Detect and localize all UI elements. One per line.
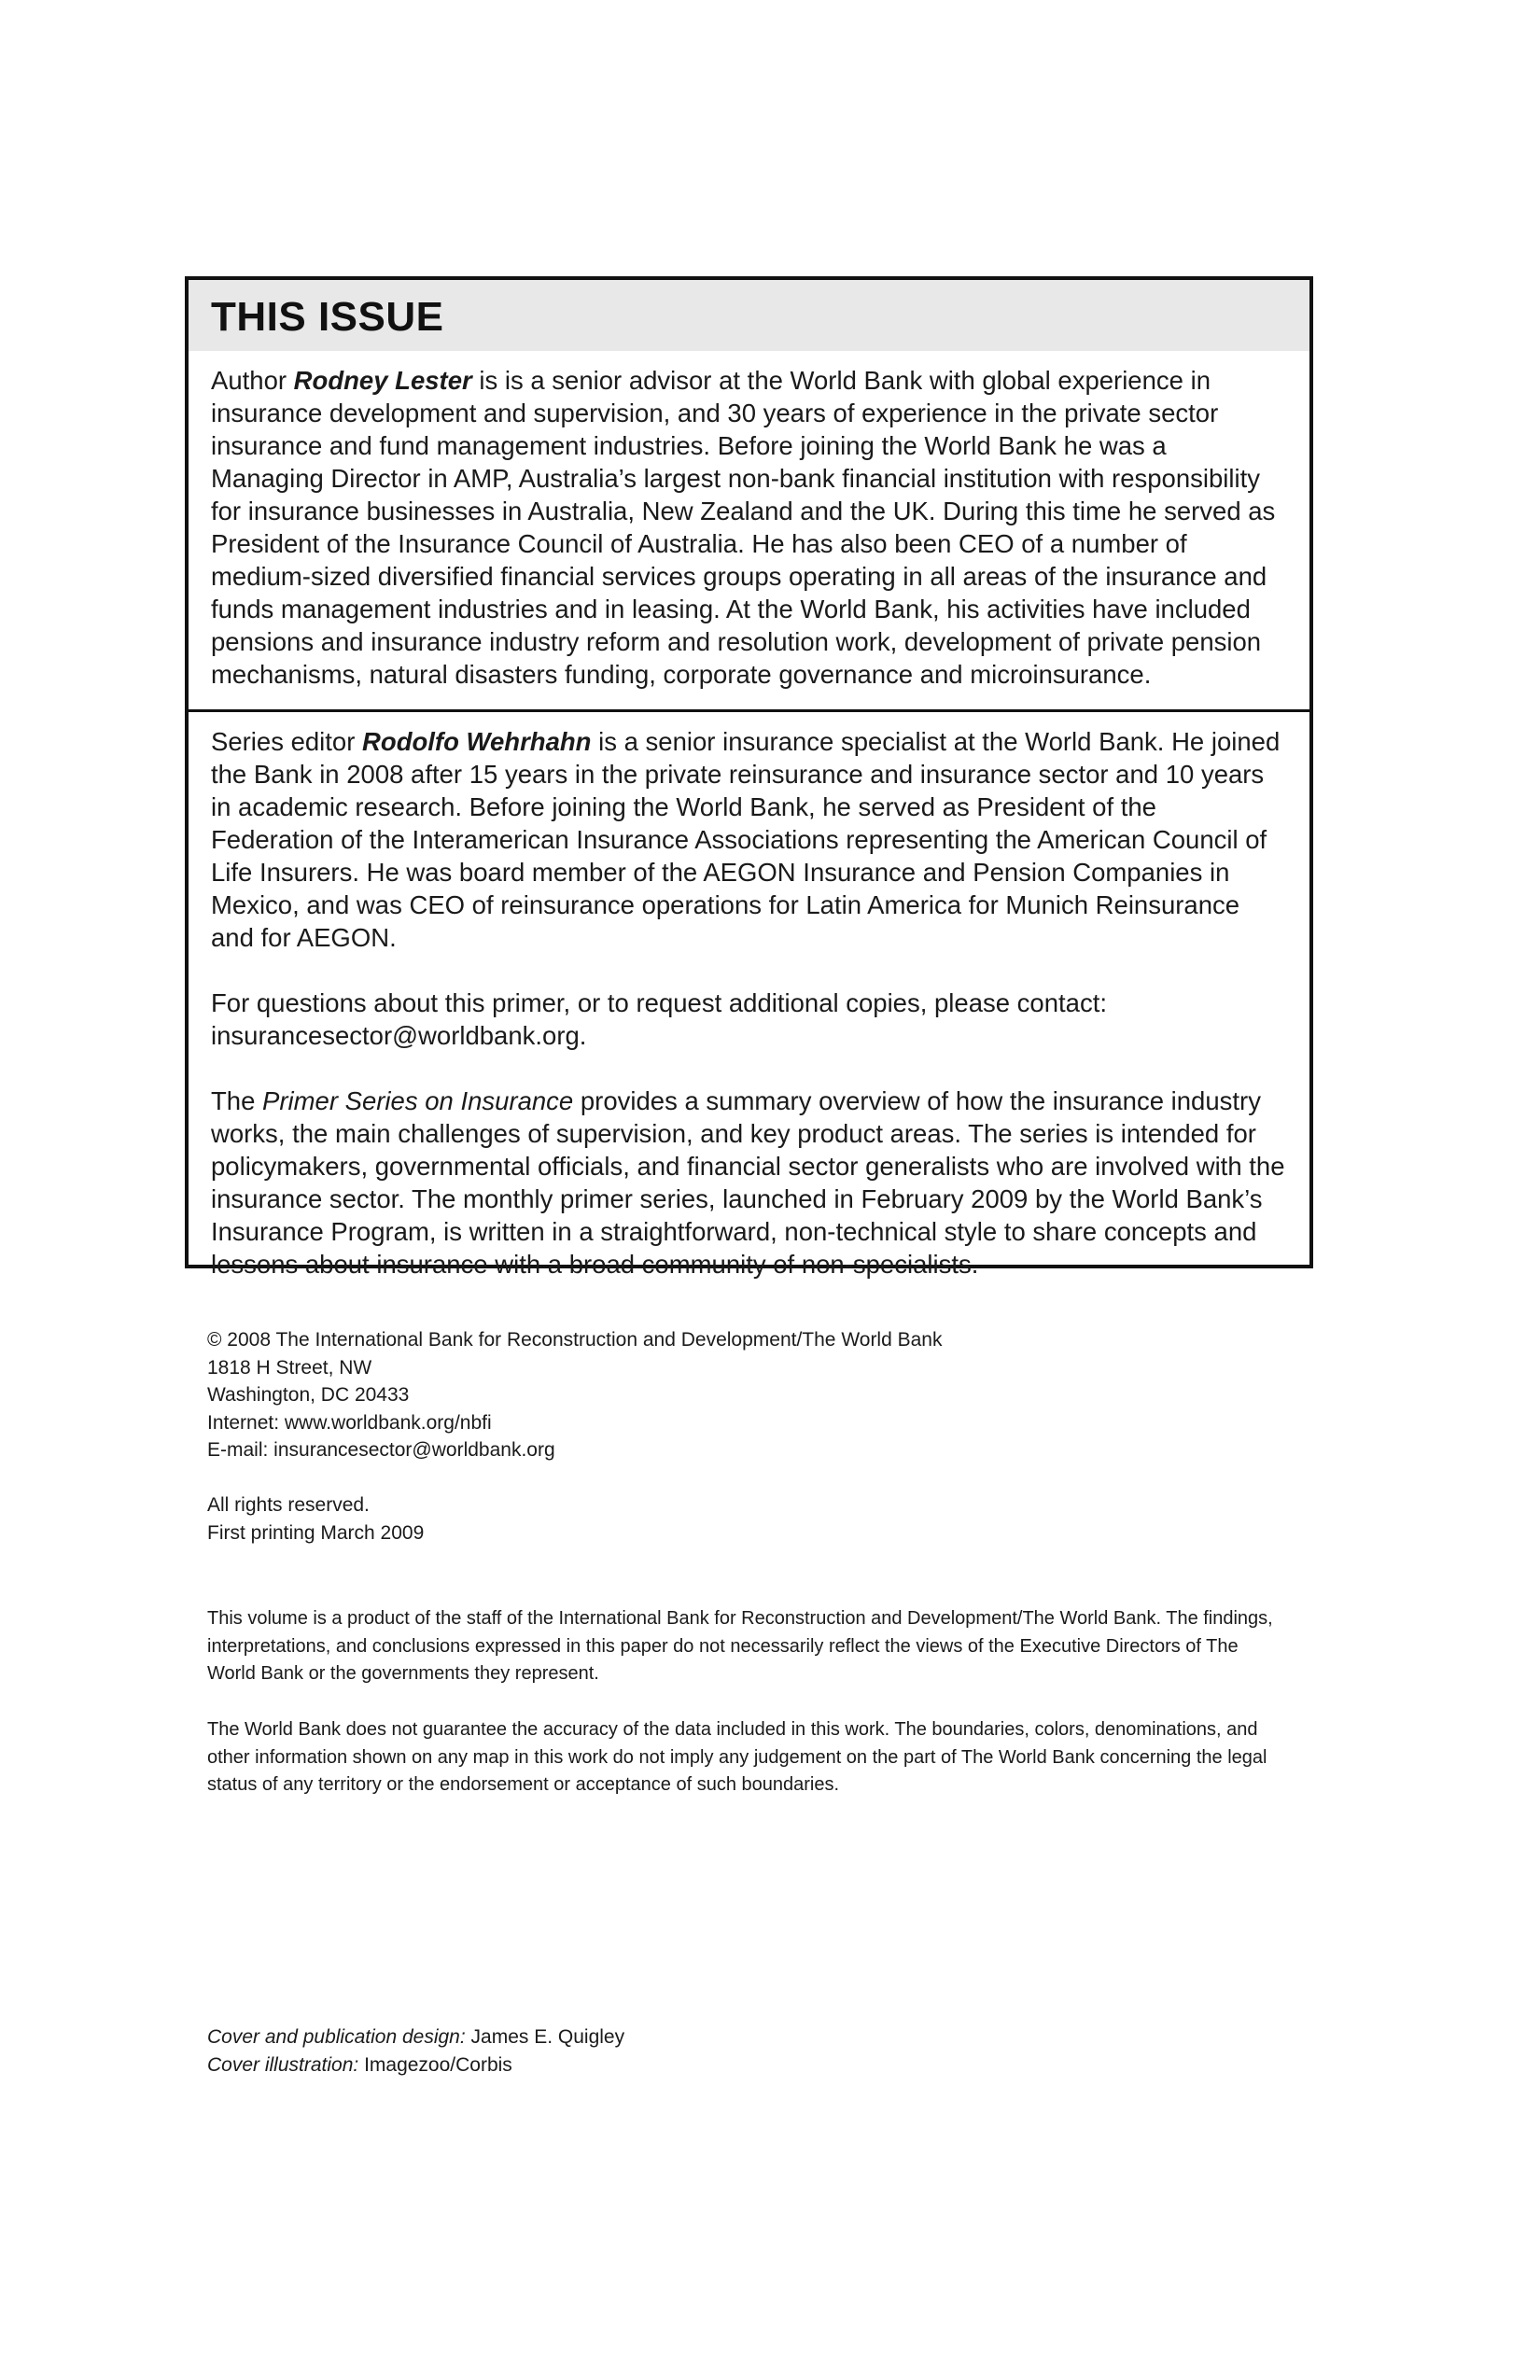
editor-prefix: Series editor xyxy=(211,727,363,756)
contact-text: For questions about this primer, or to request additional copies, please contact: xyxy=(211,988,1107,1017)
disclaimer-staff-text: This volume is a product of the staff of the International Bank for Reconstruction and Development/The World Bank. The findings, interpretations, and conclusions expressed in this paper do not necessarily reflect the views of the Executive Directors of The World Bank or the governments they represent. xyxy=(207,1608,1273,1684)
design-credit-label: Cover and publication design: xyxy=(207,2026,466,2048)
city-line: Washington, DC 20433 xyxy=(207,1384,410,1406)
illustration-credit-label: Cover illustration: xyxy=(207,2053,359,2076)
illustration-credit xyxy=(207,2051,1290,2079)
series-name: Primer Series on Insurance xyxy=(262,1086,574,1115)
issue-title: THIS ISSUE xyxy=(211,294,444,340)
design-credit xyxy=(207,2023,1290,2051)
imprint-rights xyxy=(207,1491,1290,1547)
disclaimer-staff xyxy=(207,1605,1290,1688)
design-credit-value: James E. Quigley xyxy=(465,2026,625,2048)
email-line[interactable]: E-mail: insurancesector@worldbank.org xyxy=(207,1439,555,1461)
series-description xyxy=(211,1085,1285,1281)
author-name: Rodney Lester xyxy=(293,366,472,395)
disclaimer-accuracy xyxy=(207,1716,1290,1799)
illustration-credit-value: Imagezoo/Corbis xyxy=(358,2053,512,2076)
editor-bio xyxy=(211,725,1285,954)
editor-section xyxy=(189,712,1309,1281)
internet-line[interactable]: Internet: www.worldbank.org/nbfi xyxy=(207,1411,492,1434)
editor-bio-text: is a senior insurance specialist at the World Bank. He joined the Bank in 2008 after 15 years in the private reinsurance and insurance sector and 10 years in academic research. Before joining the World Bank, he served as President of the Federation of the Interamerican Insurance Associations representing the American Council of Life Insurers. He was board member of the AEGON Insurance and Pension Companies in Mexico, and was CEO of reinsurance operations for Latin America for Munich Reinsurance and for AEGON. xyxy=(211,727,1281,952)
imprint-address xyxy=(207,1326,1290,1464)
series-description-text: provides a summary overview of how the insurance industry works, the main challenges of supervision, and key product areas. The series is intended for policymakers, governmental officials, and financial sector generalists who are involved with the insurance sector. The monthly primer series, launched in February 2009 by the World Bank’s Insurance Program, is written in a straightforward, non-technical style to share concepts and lessons about insurance with a broad community of non-specialists. xyxy=(211,1086,1285,1279)
credits xyxy=(207,2023,1290,2079)
author-prefix: Author xyxy=(211,366,294,395)
issue-header xyxy=(189,280,1309,351)
rights-line: All rights reserved. xyxy=(207,1494,370,1516)
street-line: 1818 H Street, NW xyxy=(207,1356,372,1379)
copyright-line: © 2008 The International Bank for Reconstruction and Development/The World Bank xyxy=(207,1329,943,1351)
contact-email[interactable]: insurancesector@worldbank.org. xyxy=(211,1021,587,1050)
editor-name: Rodolfo Wehrhahn xyxy=(362,727,592,756)
author-bio-text: is is a senior advisor at the World Bank with global experience in insurance development and supervision, and 30 years of experience in the private sector insurance and fund management industries. Before joining the World Bank he was a Managing Director in AMP, Australia’s largest non-bank financial institution with responsibility for insurance businesses in Australia, New Zealand and the UK. During this time he served as President of the Insurance Council of Australia. He has also been CEO of a number of medium-sized diversified financial services groups operating in all areas of the insurance and funds management industries and in leasing. At the World Bank, his activities have included pensions and insurance industry reform and resolution work, development of private pension mechanisms, natural disasters funding, corporate governance and microinsurance. xyxy=(211,366,1276,689)
this-issue-box xyxy=(185,276,1313,1279)
author-section xyxy=(189,351,1309,691)
disclaimer-accuracy-text: The World Bank does not guarantee the accuracy of the data included in this work. The boundaries, colors, denominations, and other information shown on any map in this work do not imply any judgement on the part of The World Bank concerning the legal status of any territory or the endorsement or acceptance of such boundaries. xyxy=(207,1719,1267,1795)
printing-line: First printing March 2009 xyxy=(207,1521,425,1544)
contact-paragraph xyxy=(211,987,1285,1052)
series-prefix: The xyxy=(211,1086,263,1115)
author-bio xyxy=(211,364,1285,691)
